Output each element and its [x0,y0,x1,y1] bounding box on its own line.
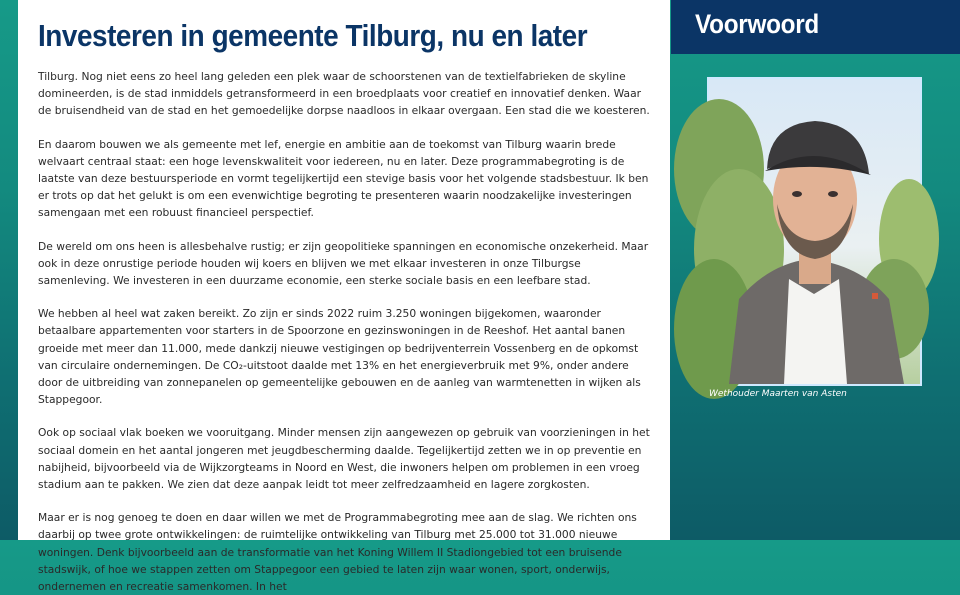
paragraph-ambition: En daarom bouwen we als gemeente met lef, energie en ambitie aan de toekomst van Tilburg waarin brede welvaart centraal staat: een hoge levenskwaliteit voor iedereen, nu en later. Deze programmabegroting is de laatste van deze bestuursperiode en vormt tegelijkertijd een stevige basis voor het volgende stadsbestuur. Ik ben er trots op dat het gelukt is om een evenwichtige begroting te presenteren waarin noodzakelijke investeringen samengaan met een robuust financieel perspectief. [38,137,649,220]
paragraph-achievements: We hebben al heel wat zaken bereikt. Zo zijn er sinds 2022 ruim 3.250 woningen bijgekomen, waaronder betaalbare appartementen voor starters in de Spoorzone en gezinswoningen in de Reeshof. Het aantal banen groeide met meer dan 11.000, mede dankzij nieuwe vestigingen op bedrijventerrein Vossenberg en de opkomst van circulaire ondernemingen. De CO₂-uitstoot daalde met 13% en het energieverbruik met 9%, onder andere door de uitbreiding van zonnepanelen op gemeentelijke gebouwen en de aanleg van warmtenetten in wijken als Stappegoor. [38,307,641,407]
portrait-illustration [709,79,920,384]
paragraph-intro: Tilburg. Nog niet eens zo heel lang geleden een plek waar de schoorstenen van de textielfabrieken de skyline domineerden, is de stad inmiddels getransformeerd in een broedplaats voor creatief en innovatief denken. Waar de bruisendheid van de stad en het gemoedelijke dorpse naadloos in elkaar overgaan. Een stad die we koesteren. [38,70,650,118]
paragraph-world: De wereld om ons heen is allesbehalve rustig; er zijn geopolitieke spanningen en economische onzekerheid. Maar ook in deze onrustige periode houden wij koers en blijven we met elkaar investeren in onze Tilburgse samenleving. We investeren in een duurzame economie, een sterke sociale basis en een leefbare stad. [38,239,649,288]
sidebar-header [671,0,960,54]
page-title: Investeren in gemeente Tilburg, nu en later [38,18,588,53]
body-text [38,68,650,595]
portrait-photo [707,77,922,386]
paragraph-plans: Maar er is nog genoeg te doen en daar willen we met de Programmabegroting mee aan de slag. We richten ons daarbij op twee grote ontwikkelingen: de ruimtelijke ontwikkeling van Tilburg met 25.000 tot 31.000 nieuwe woningen. Denk bijvoorbeeld aan de transformatie van het Koning Willem II Stadiongebied tot een bruisende stadswijk, of hoe we stappen zetten om Stappegoor een gebied te laten zijn waar wonen, sport, onderwijs, ondernemen en recreatie samenkomen. In het [38,511,637,594]
document-page [18,0,670,594]
paragraph-social: Ook op sociaal vlak boeken we vooruitgang. Minder mensen zijn aangewezen op gebruik van voorzieningen in het sociaal domein en het aantal jongeren met jeugdbescherming daalde. Tegelijkertijd zetten we in op preventie en nabijheid, bijvoorbeeld via de Wijkzorgteams in Noord en West, die inwoners helpen om problemen in een vroeg stadium aan te pakken. We zien dat deze aanpak leidt tot meer zelfredzaamheid en lagere zorgkosten. [38,426,650,492]
photo-caption: Wethouder Maarten van Asten [709,389,847,399]
sidebar-title: Voorwoord [695,9,820,39]
